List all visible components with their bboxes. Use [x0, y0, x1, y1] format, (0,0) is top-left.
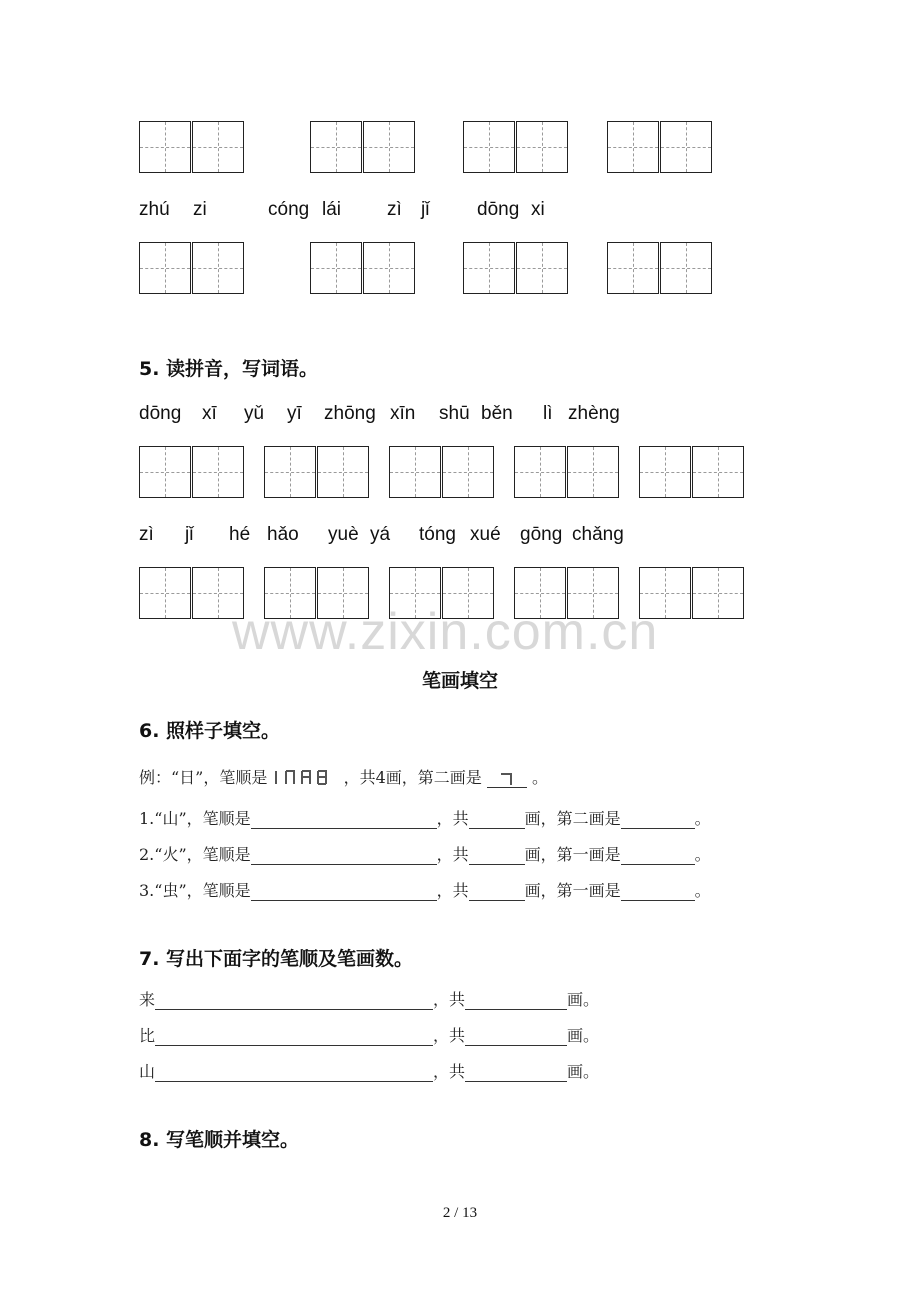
pinyin: zì: [387, 199, 402, 220]
writing-box[interactable]: [567, 446, 619, 498]
answer-blank[interactable]: [251, 846, 437, 865]
answer-blank[interactable]: [155, 1027, 433, 1046]
item-text: 。: [694, 881, 711, 900]
writing-box[interactable]: [463, 121, 515, 173]
watermark: www.zixin.com.cn: [232, 603, 659, 661]
example-line: [139, 765, 548, 791]
writing-box[interactable]: [660, 121, 712, 173]
pinyin: dōng: [139, 403, 182, 424]
writing-box[interactable]: [310, 121, 362, 173]
pinyin: zì: [139, 524, 154, 545]
writing-box[interactable]: [607, 242, 659, 294]
example-text: 。: [531, 768, 548, 787]
answer-blank[interactable]: [465, 1027, 567, 1046]
q7-item: [139, 987, 599, 1010]
stroke-order-example-icon: [272, 767, 338, 791]
writing-box[interactable]: [389, 446, 441, 498]
answer-blank[interactable]: [621, 810, 695, 829]
q7-item: [139, 1023, 599, 1046]
item-text: ，共: [433, 990, 466, 1009]
pinyin: cóng: [268, 199, 310, 220]
pinyin: jǐ: [421, 199, 430, 220]
item-char: 比: [139, 1026, 156, 1045]
item-text: ，共: [436, 881, 469, 900]
item-text: ，共: [436, 809, 469, 828]
writing-box[interactable]: [317, 446, 369, 498]
answer-blank[interactable]: [251, 810, 437, 829]
question-6-title: 6. 照样子填空。: [139, 720, 281, 742]
pinyin: jǐ: [185, 524, 194, 545]
answer-blank[interactable]: [621, 846, 695, 865]
pinyin: chǎng: [572, 524, 624, 545]
pinyin: zi: [193, 199, 207, 220]
writing-box[interactable]: [310, 242, 362, 294]
writing-box[interactable]: [607, 121, 659, 173]
pinyin: yī: [287, 403, 302, 424]
writing-box[interactable]: [192, 242, 244, 294]
writing-box[interactable]: [463, 242, 515, 294]
item-text: 画。: [567, 1062, 600, 1081]
pinyin: zhōng: [324, 403, 376, 424]
item-text: 画。: [567, 990, 600, 1009]
pinyin: xīn: [390, 403, 416, 424]
pinyin: yá: [370, 524, 391, 545]
writing-box[interactable]: [692, 446, 744, 498]
writing-box[interactable]: [139, 121, 191, 173]
writing-box[interactable]: [442, 446, 494, 498]
pinyin: hǎo: [267, 524, 299, 545]
writing-box[interactable]: [192, 446, 244, 498]
pinyin: yǔ: [244, 403, 265, 424]
example-text: ，共4画，第二画是: [343, 768, 482, 787]
q6-item: [139, 878, 711, 901]
writing-box[interactable]: [516, 121, 568, 173]
answer-blank[interactable]: [469, 810, 525, 829]
answer-blank[interactable]: [465, 991, 567, 1010]
q6-item: [139, 806, 711, 829]
pinyin: xī: [202, 403, 217, 424]
item-text: 3.“虫”，笔顺是: [139, 881, 251, 900]
item-text: 。: [694, 809, 711, 828]
pinyin: tóng: [419, 524, 456, 545]
item-char: 山: [139, 1062, 156, 1081]
pinyin: shū: [439, 403, 470, 424]
answer-blank[interactable]: [155, 991, 433, 1010]
pinyin: běn: [481, 403, 513, 424]
example-text: 例：“日”，笔顺是: [139, 768, 268, 787]
item-text: ，共: [433, 1062, 466, 1081]
question-7-title: 7. 写出下面字的笔顺及笔画数。: [139, 948, 414, 970]
item-text: ，共: [436, 845, 469, 864]
item-text: 1.“山”，笔顺是: [139, 809, 251, 828]
item-char: 来: [139, 990, 156, 1009]
pinyin: zhú: [139, 199, 170, 220]
item-text: ，共: [433, 1026, 466, 1045]
writing-box[interactable]: [139, 446, 191, 498]
item-text: 画，第二画是: [524, 809, 621, 828]
pinyin: gōng: [520, 524, 563, 545]
writing-box[interactable]: [264, 446, 316, 498]
answer-blank[interactable]: [469, 882, 525, 901]
writing-box[interactable]: [660, 242, 712, 294]
item-text: 。: [694, 845, 711, 864]
question-5-title: 5. 读拼音，写词语。: [139, 358, 319, 380]
answer-blank[interactable]: [251, 882, 437, 901]
item-text: 画，第一画是: [524, 845, 621, 864]
item-text: 画，第一画是: [524, 881, 621, 900]
answer-blank[interactable]: [155, 1063, 433, 1082]
hengzhe-stroke-icon: [487, 769, 527, 788]
pinyin: zhèng: [568, 403, 620, 424]
writing-box[interactable]: [516, 242, 568, 294]
writing-box[interactable]: [514, 446, 566, 498]
item-text: 画。: [567, 1026, 600, 1045]
answer-blank[interactable]: [621, 882, 695, 901]
writing-box[interactable]: [139, 242, 191, 294]
pinyin: lái: [322, 199, 342, 220]
pinyin: lì: [543, 403, 553, 424]
q6-item: [139, 842, 711, 865]
pinyin: yuè: [328, 524, 359, 545]
pinyin: xué: [470, 524, 501, 545]
pinyin: dōng: [477, 199, 520, 220]
writing-box[interactable]: [363, 242, 415, 294]
answer-blank[interactable]: [465, 1063, 567, 1082]
answer-blank[interactable]: [469, 846, 525, 865]
question-8-title: 8. 写笔顺并填空。: [139, 1129, 300, 1151]
writing-box[interactable]: [363, 121, 415, 173]
section-title: 笔画填空: [421, 670, 498, 692]
writing-box[interactable]: [192, 121, 244, 173]
pinyin: hé: [229, 524, 251, 545]
writing-box[interactable]: [139, 567, 191, 619]
writing-box[interactable]: [692, 567, 744, 619]
pinyin: xi: [531, 199, 545, 220]
writing-box[interactable]: [639, 446, 691, 498]
page-number: 2 / 13: [442, 1205, 478, 1221]
item-text: 2.“火”，笔顺是: [139, 845, 251, 864]
q7-item: [139, 1059, 599, 1082]
